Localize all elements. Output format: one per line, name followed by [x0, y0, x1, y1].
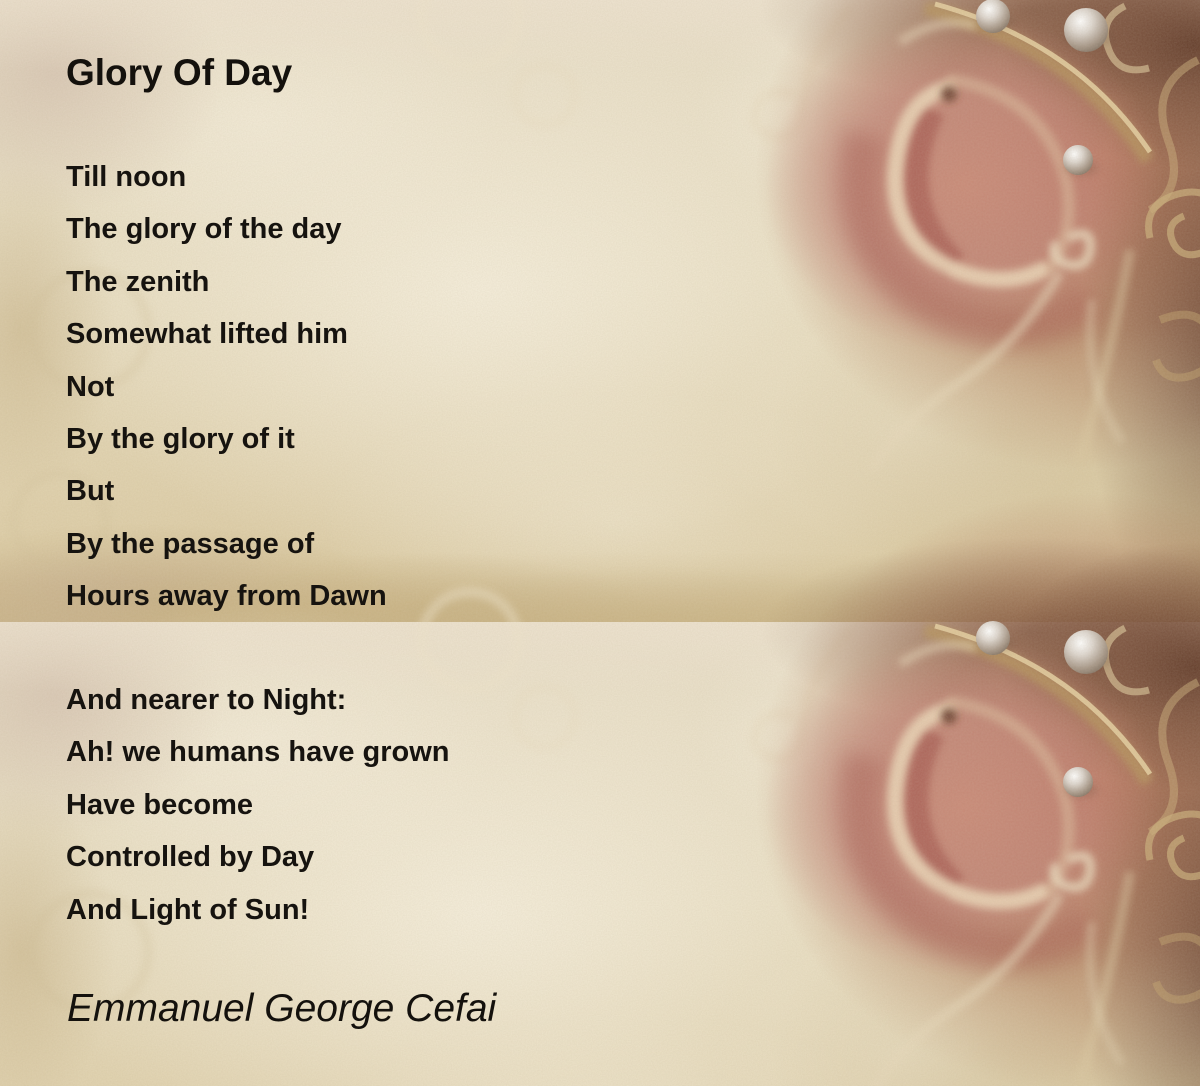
- poem-line: Ah! we humans have grown: [66, 736, 450, 769]
- poem-line: Controlled by Day: [66, 841, 315, 874]
- poem-line: Have become: [66, 788, 253, 821]
- poem-line: Hours away from Dawn: [66, 580, 387, 613]
- poem-stanza-2: [66, 674, 450, 936]
- poem-line: Not: [66, 370, 115, 403]
- poem-stanza-1: [66, 151, 387, 623]
- poem-line: Till noon: [66, 161, 187, 193]
- poem-line: And Light of Sun!: [66, 893, 310, 926]
- poem-line: And nearer to Night:: [66, 684, 347, 716]
- poem-line: By the glory of it: [66, 422, 295, 455]
- poem-line: The glory of the day: [66, 213, 342, 246]
- poem-line: The zenith: [66, 265, 210, 298]
- poem-line: But: [66, 475, 115, 508]
- poem-title: Glory Of Day: [66, 52, 293, 93]
- poem-line: By the passage of: [66, 527, 315, 560]
- poem-author-signature: Emmanuel George Cefai: [67, 987, 497, 1030]
- poem-line: Somewhat lifted him: [66, 318, 348, 351]
